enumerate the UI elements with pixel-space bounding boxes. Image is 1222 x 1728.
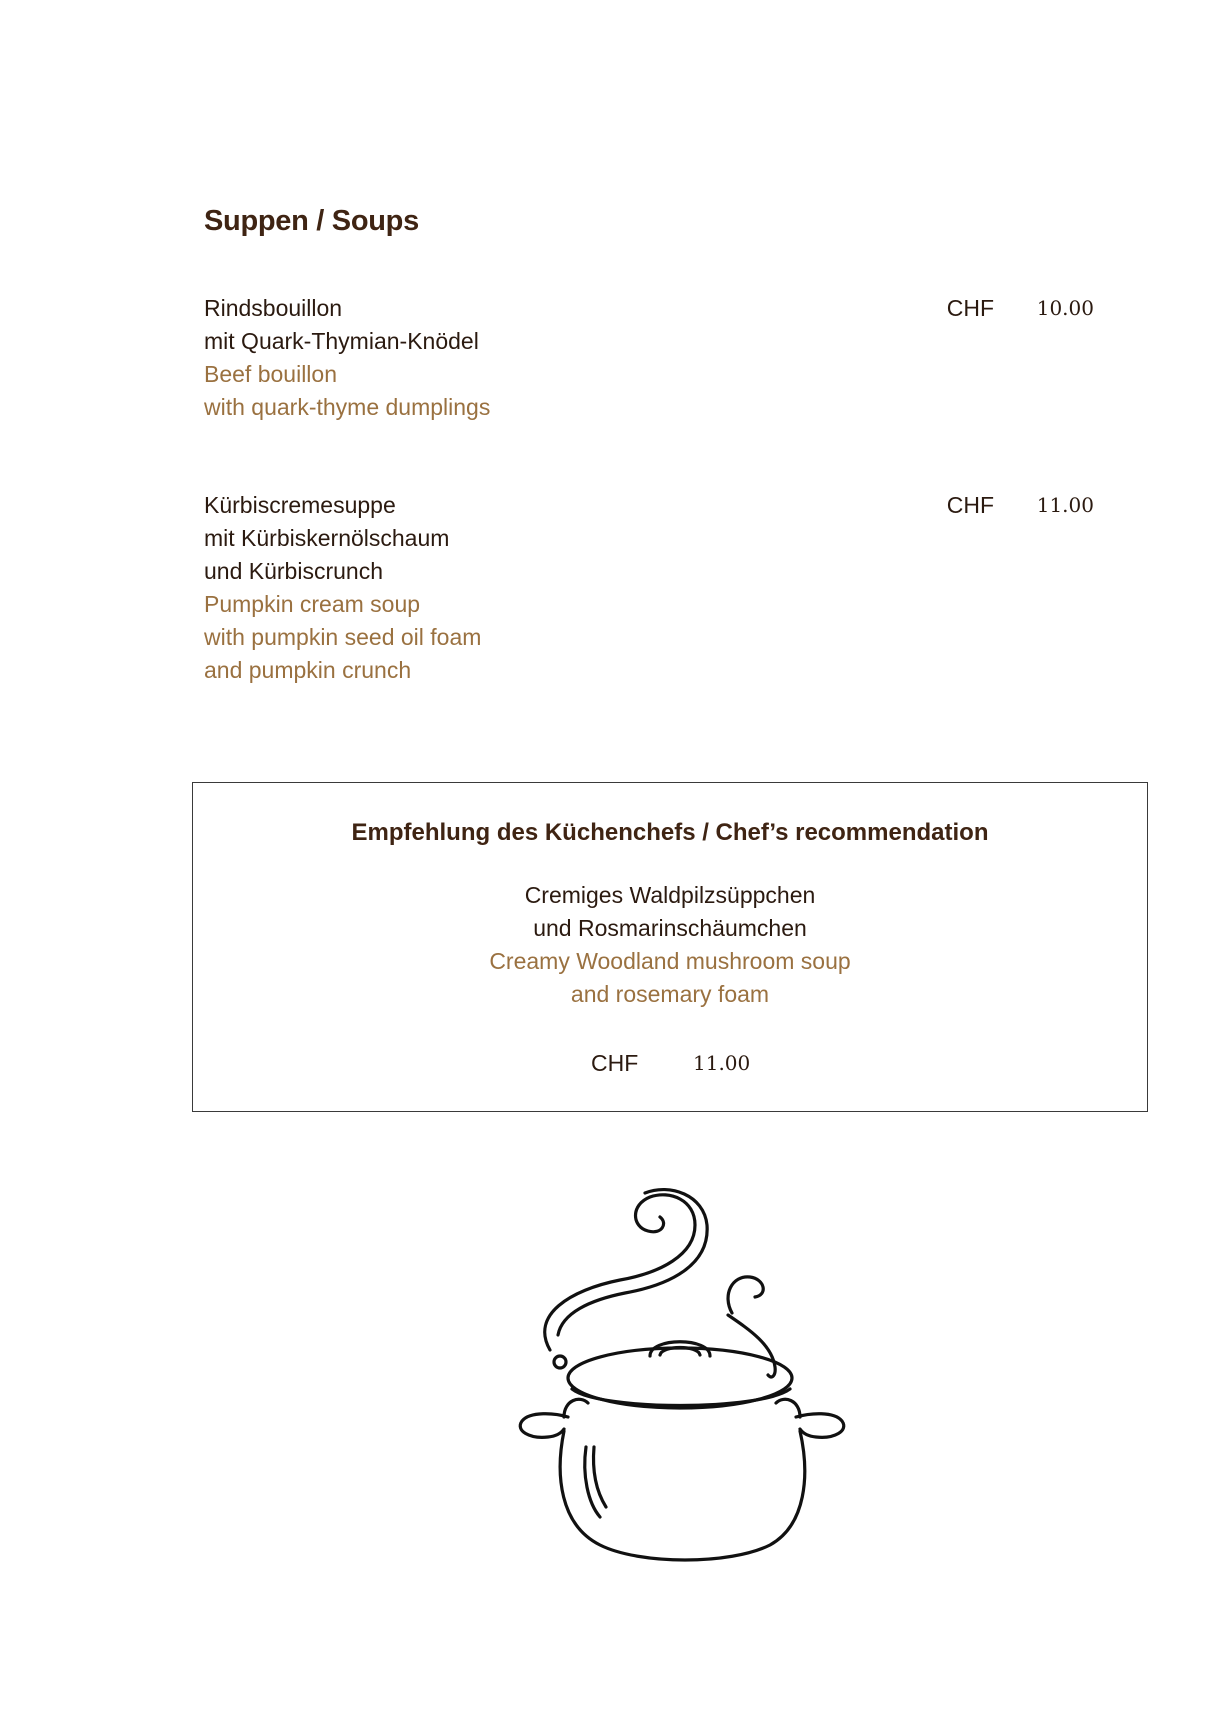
- currency-label: CHF: [591, 1050, 639, 1076]
- recommendation-detail-de: und Rosmarinschäumchen: [533, 915, 807, 941]
- recommendation-name-de: Cremiges Waldpilzsüppchen: [524, 882, 816, 908]
- item-detail-de: mit Quark-Thymian-Knödel: [204, 328, 479, 354]
- section-title: Suppen / Soups: [204, 205, 419, 237]
- soup-pot-icon: [500, 1185, 860, 1565]
- item-detail-de: und Kürbiscrunch: [204, 558, 383, 584]
- chef-recommendation-box: [192, 782, 1148, 1112]
- recommendation-description: [193, 879, 1147, 1011]
- item-name-en: Beef bouillon: [204, 361, 337, 387]
- price-value: 11.00: [1036, 493, 1094, 517]
- menu-item-pumpkin-soup: [204, 489, 1094, 687]
- price-value: 10.00: [1036, 296, 1094, 320]
- recommendation-name-en: Creamy Woodland mushroom soup: [489, 948, 851, 974]
- menu-item-beef-bouillon: [204, 292, 1094, 424]
- recommendation-detail-en: and rosemary foam: [570, 981, 770, 1007]
- item-name-de: Rindsbouillon: [204, 295, 343, 321]
- item-detail-en: with quark-thyme dumplings: [204, 394, 491, 420]
- item-detail-de: mit Kürbiskernölschaum: [204, 525, 450, 551]
- price-value: 11.00: [693, 1051, 751, 1075]
- currency-label: CHF: [946, 492, 994, 518]
- item-detail-en: and pumpkin crunch: [204, 657, 412, 683]
- item-name-en: Pumpkin cream soup: [204, 591, 421, 617]
- recommendation-title: Empfehlung des Küchenchefs / Chef’s recommendation: [351, 819, 989, 846]
- item-name-de: Kürbiscremesuppe: [204, 492, 396, 518]
- currency-label: CHF: [946, 295, 994, 321]
- item-detail-en: with pumpkin seed oil foam: [204, 624, 482, 650]
